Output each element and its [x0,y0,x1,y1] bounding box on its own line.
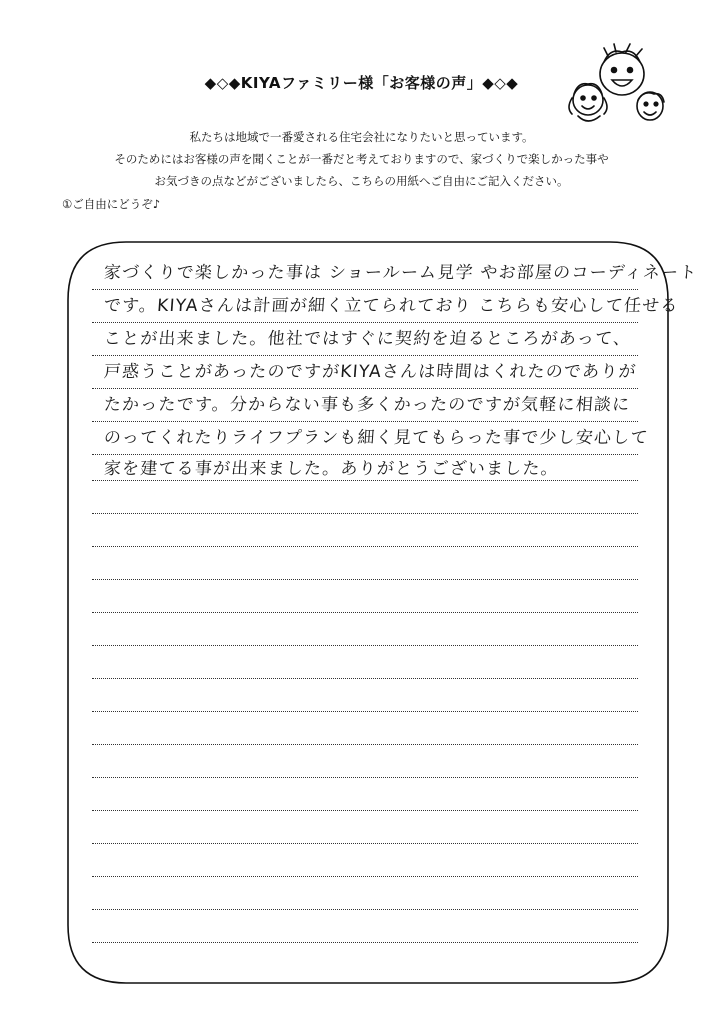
handwritten-line-2: です。KIYAさんは計画が細く立てられており こちらも安心して任せる [103,296,680,316]
intro-line-3: お気づきの点などがございましたら、こちらの用紙へご自由にご記入ください。 [154,174,569,188]
face-right-icon [637,92,664,120]
ruled-line [92,909,638,910]
ruled-line [92,810,638,811]
ruled-line [92,513,638,514]
ruled-line [92,480,638,481]
handwritten-line-3: ことが出来ました。他社ではすぐに契約を迫るところがあって、 [103,329,632,349]
handwritten-line-7: 家を建てる事が出来ました。ありがとうございました。 [103,459,560,479]
face-left-icon [569,84,607,121]
ruled-line [92,777,638,778]
ruled-line [92,645,638,646]
ruled-line [92,546,638,547]
ruled-line [92,388,638,389]
ruled-line [92,355,638,356]
ruled-line [92,678,638,679]
ruled-line [92,711,638,712]
ruled-line [92,942,638,943]
handwritten-line-5: たかったです。分からない事も多くかったのですが気軽に相談に [103,395,631,415]
handwritten-line-6: のってくれたりライフプランも細く見てもらった事で少し安心して [103,428,650,448]
handwritten-line-4: 戸惑うことがあったのですがKIYAさんは時間はくれたのでありが [103,362,638,382]
ruled-line [92,843,638,844]
ruled-line [92,579,638,580]
ruled-line [92,744,638,745]
face-center-icon [600,44,644,95]
handwritten-line-1: 家づくりで楽しかった事は ショールーム見学 やお部屋のコーディネート [103,263,699,283]
intro-line-1: 私たちは地域で一番愛される住宅会社になりたいと思っています。 [189,130,534,144]
ruled-line [92,289,638,290]
intro-line-2: そのためにはお客様の声を聞くことが一番だと考えておりますので、家づくりで楽しかった事や [114,152,609,166]
ruled-line [92,876,638,877]
free-comment-prompt: ①ご自由にどうぞ♪ [62,197,161,211]
page-title: ◆◇◆KIYAファミリー様「お客様の声」◆◇◆ [204,74,519,92]
ruled-line [92,612,638,613]
three-smiling-faces-icon [564,42,668,128]
ruled-line [92,421,638,422]
ruled-line [92,322,638,323]
